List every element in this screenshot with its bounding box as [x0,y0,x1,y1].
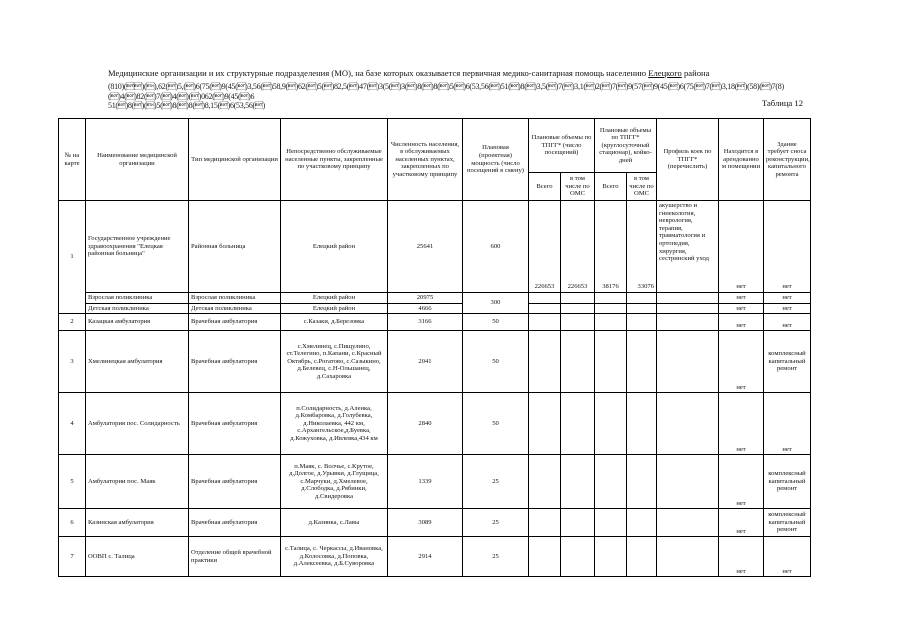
visits-oms-header: в том числе по ОМС [561,173,595,201]
beds-oms-header: в том числе по ОМС [627,173,657,201]
org-type: Врачебная амбулатория [189,393,281,455]
col-type-header: Тип медицинской организации [189,119,281,201]
org-type: Врачебная амбулатория [189,314,281,331]
org-name: Детская поликлиника [86,303,189,314]
col-num-header: № на карте [59,119,86,201]
rented: нет [719,314,764,331]
population: 25641 [388,201,463,293]
served-places: с.Хмелинец, с.Пищулино, ст.Телегино, п.Капани, с.Красный Октябрь, с.Рогатово, с.Сазыкино, д.Белевец, с.Н-Ольшанец, д.Сахаровка [281,331,388,393]
org-name: Амбулатория пос. Солидарность [86,393,189,455]
rented: нет [719,509,764,537]
beds-total-header: Всего [595,173,627,201]
beds-total: 38176 [595,201,627,293]
served-places: Елецкий район [281,293,388,304]
org-name: Амбулатории пос. Маяк [86,455,189,509]
visits-oms: 226653 [561,201,595,293]
row-num: 2 [59,314,86,331]
facilities-table [58,118,811,577]
capacity: 50 [463,393,529,455]
repair: нет [764,303,811,314]
population: 3089 [388,509,463,537]
served-places: п.Маяк, с. Волчье, с.Крутое, д.Долгое, д.Урывки, д.Глущица, с.Марчуки, д.Хмелевое, д.Слободка, д.Рябинки, д.Свидеровка [281,455,388,509]
org-name: Казацкая амбулатория [86,314,189,331]
org-name: Хмелинецкая амбулатория [86,331,189,393]
population: 4666 [388,303,463,314]
population: 20975 [388,293,463,304]
population: 1339 [388,455,463,509]
org-name: ООВП с. Талица [86,537,189,577]
row-num: 1 [59,201,86,314]
rented: нет [719,331,764,393]
served-places: д.Казинка, с.Лавы [281,509,388,537]
population: 2914 [388,537,463,577]
org-type: Районная больница [189,201,281,293]
col-repair-header: Здание требует сноса реконструкции, капитального ремонта [764,119,811,201]
repair: нет [764,537,811,577]
table-row [59,331,811,393]
capacity: 50 [463,331,529,393]
table-row [59,393,811,455]
rented: нет [719,201,764,293]
served-places: п.Солидарность, д.Аленка, д.Комбаровка, д.Голубевка, д.Николаевка, 442 км, с.Архангельское,д.Буевка, д.Кожуховка, д.Ивлевка,434 км [281,393,388,455]
col-name-header: Наименование медицинской организации [86,119,189,201]
visits-total: 226653 [529,201,561,293]
population: 3166 [388,314,463,331]
col-served-header: Непосредственно обслуживаемые населенные пункты, закрепленные по участковому принципу [281,119,388,201]
table-row [59,455,811,509]
capacity: 600 [463,201,529,293]
repair: нет [764,293,811,304]
repair: комплексный капитальный ремонт [764,455,811,509]
visits-total-header: Всего [529,173,561,201]
row-num: 3 [59,331,86,393]
title-prefix: Медицинские организации и их структурные подразделения (МО), на базе которых оказывается первичная медико-санитарная помощь населению [108,68,647,78]
col-visits-header: Плановые объемы по ТПГГ* (число посещений) [529,119,595,173]
col-population-header: Численность населения, в обслуживаемых населенных пунктах, закрепленных по участковому принципу [388,119,463,201]
population: 2840 [388,393,463,455]
table-row [59,537,811,577]
region-name: Елецкого [648,68,682,78]
col-rented-header: Находится в арендованно м помещении [719,119,764,201]
table-row [59,293,811,304]
rented: нет [719,537,764,577]
row-num: 4 [59,393,86,455]
col-profile-header: Профиль коек по ТПГГ* (перечислить) [657,119,719,201]
served-places: Елецкий район [281,201,388,293]
row-num: 5 [59,455,86,509]
repair: комплексный капитальный ремонт [764,509,811,537]
document-title [108,68,868,78]
capacity: 300 [463,293,529,314]
org-name: Государственное учреждение здравоохранения "Елецкая районная больница" [86,201,189,293]
repair: нет [764,201,811,293]
bed-profile: акушерство и гинекология, неврология, терапия, травматология и ортопедия, хирургия, сестринский уход [657,201,719,293]
capacity: 25 [463,537,529,577]
org-type: Врачебная амбулатория [189,331,281,393]
served-places: Елецкий район [281,303,388,314]
garbled-line-2: 51()8()()5()8()8()8,15()6(53,56() [108,101,265,110]
garbled-text [108,82,808,111]
capacity: 25 [463,509,529,537]
table-row [59,303,811,314]
population: 2041 [388,331,463,393]
repair: нет [764,393,811,455]
org-name: Взрослая поликлиника [86,293,189,304]
rented: нет [719,293,764,304]
table-number: Таблица 12 [761,98,803,108]
repair: комплексный капитальный ремонт [764,331,811,393]
col-beds-header: Плановые объемы по ТПГГ* (круглосуточный стационар), койко-дней [595,119,657,173]
rented: нет [719,303,764,314]
repair: нет [764,314,811,331]
row-num: 7 [59,537,86,577]
served-places: с.Казаки, д.Березовка [281,314,388,331]
capacity: 25 [463,455,529,509]
rented: нет [719,393,764,455]
beds-oms: 33076 [627,201,657,293]
rented: нет [719,455,764,509]
org-type: Врачебная амбулатория [189,455,281,509]
row-num: 6 [59,509,86,537]
garbled-line-1: (810)()(),62()5,()6(75()9(45()3,56()58,9()62()5()82,5()47()3(5()3()8()8()5()6(53,56()51()8()3,5()7()3,1()2()7()9(57()9(45()6(75()7()3,18()(58)()7(8)()4()82()7()4()()062()9(45()6 [108,82,784,101]
header-row [59,119,811,173]
org-type: Взрослая поликлиника [189,293,281,304]
table-row [59,201,811,293]
table-row [59,314,811,331]
table-row [59,509,811,537]
col-capacity-header: Плановая (проектная) мощность (число посещений в смену) [463,119,529,201]
org-type: Отделение общей врачебной практики [189,537,281,577]
served-places: с.Талица, с. Черкассы, д.Ивановка, д.Колосовка, д.Поповка, д.Алексеевка, д.Б.Суворовка [281,537,388,577]
org-type: Детская поликлиника [189,303,281,314]
org-type: Врачебная амбулатория [189,509,281,537]
title-suffix: района [683,68,710,78]
org-name: Казинская амбулатория [86,509,189,537]
capacity: 50 [463,314,529,331]
